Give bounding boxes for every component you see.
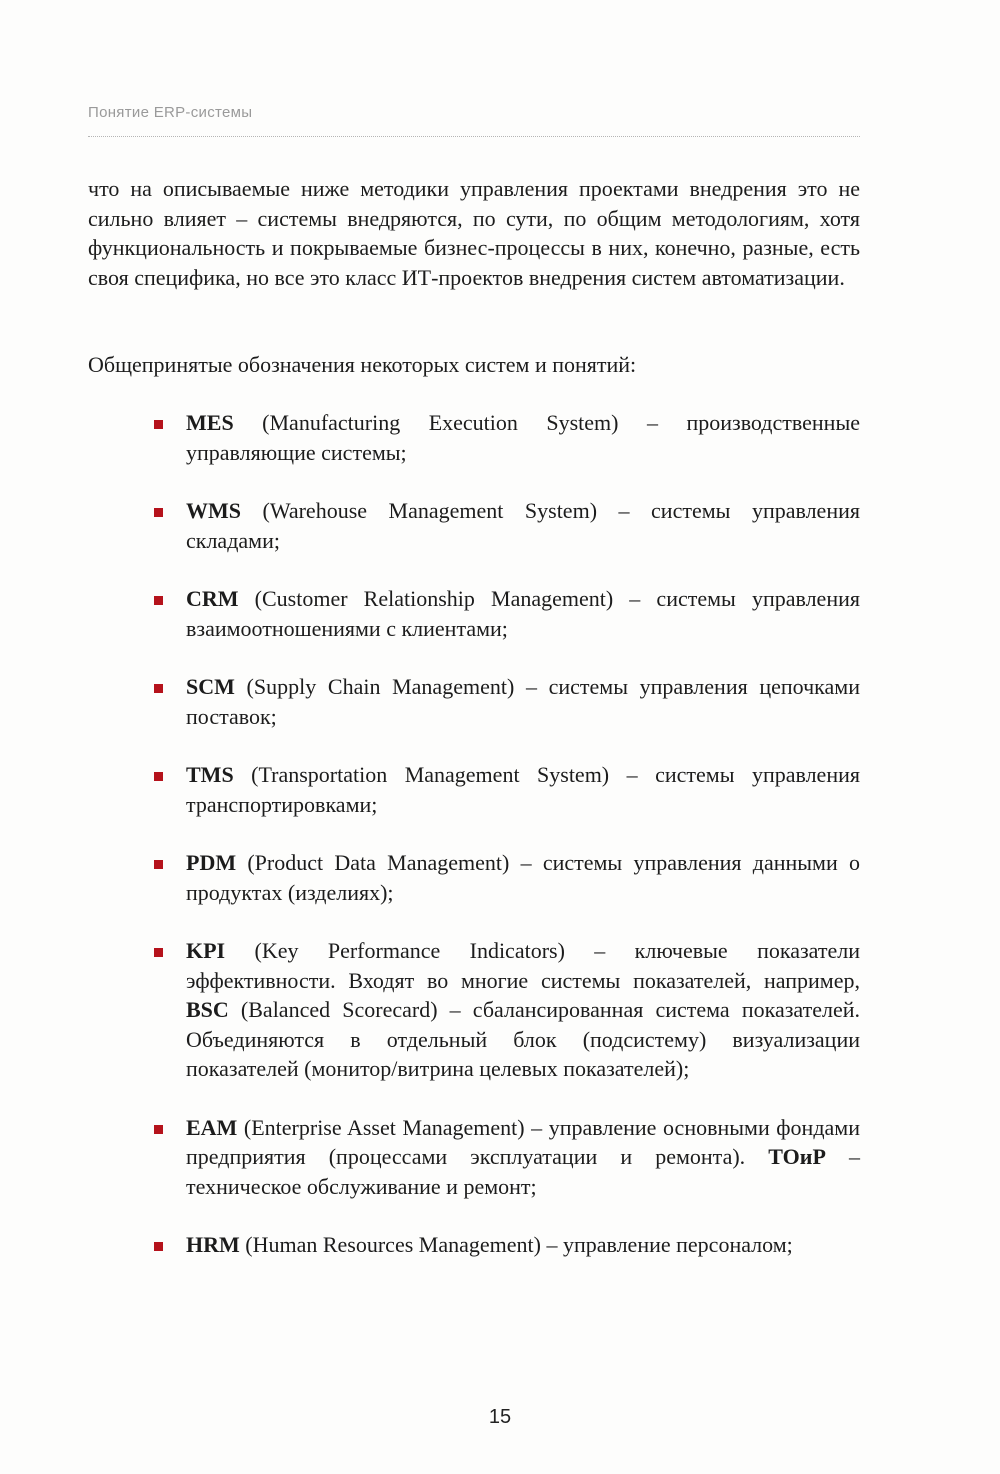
term-definition: (Key Performance Indicators) – ключевые показатели эффективности. Входят во многие системы показателей, например,: [186, 938, 860, 993]
list-item: [152, 1113, 860, 1202]
header-divider: [88, 136, 860, 137]
term-abbreviation: TMS: [186, 762, 234, 787]
square-bullet-icon: [154, 684, 163, 693]
square-bullet-icon: [154, 860, 163, 869]
list-item: [152, 936, 860, 1084]
square-bullet-icon: [154, 1125, 163, 1134]
term-definition: (Enterprise Asset Management) – управление основными фондами предприятия (процессами эксплуатации и ремонта).: [186, 1114, 860, 1169]
term-abbreviation: WMS: [186, 498, 241, 523]
intro-paragraph: что на описываемые ниже методики управления проектами внедрения это не сильно влияет – системы внедряются, по сути, по общим методологиям, хотя функциональность и покрываемые бизнес-процессы в них, конечно, разные, есть своя специфика, но все это класс ИТ-проектов внедрения систем автоматизации.: [88, 176, 860, 290]
list-item: [152, 848, 860, 907]
term-definition: (Warehouse Management System) – системы управления складами;: [186, 498, 860, 553]
term-definition: (Human Resources Management) – управление персоналом;: [239, 1232, 793, 1257]
term-definition-secondary: – техническое обслуживание и ремонт;: [186, 1144, 860, 1199]
square-bullet-icon: [154, 508, 163, 517]
list-item: [152, 584, 860, 643]
square-bullet-icon: [154, 772, 163, 781]
lead-paragraph: Общепринятые обозначения некоторых систем и понятий:: [88, 352, 637, 377]
term-abbreviation: EAM: [186, 1114, 238, 1140]
square-bullet-icon: [154, 420, 163, 429]
running-header: Понятие ERP-системы: [88, 104, 253, 121]
term-abbreviation: MES: [186, 410, 234, 435]
list-item: [152, 672, 860, 731]
square-bullet-icon: [154, 596, 163, 605]
terms-list: [152, 408, 860, 1289]
term-abbreviation: PDM: [186, 850, 237, 875]
term-abbreviation: CRM: [186, 586, 239, 611]
list-item: [152, 1230, 860, 1260]
term-definition: (Manufacturing Execution System) – производственные управляющие системы;: [186, 410, 860, 465]
list-item: [152, 408, 860, 467]
page-number: 15: [488, 1406, 512, 1428]
term-definition: (Product Data Management) – системы управления данными о продуктах (изделиях);: [186, 850, 860, 905]
term-abbreviation: HRM: [186, 1232, 240, 1257]
term-abbreviation: KPI: [186, 938, 226, 963]
list-item: [152, 760, 860, 819]
term-definition: (Customer Relationship Management) – системы управления взаимоотношениями с клиентами;: [186, 586, 860, 641]
list-item: [152, 496, 860, 555]
square-bullet-icon: [154, 1242, 163, 1251]
term-abbreviation-secondary: ТОиР: [768, 1144, 826, 1169]
term-definition-secondary: (Balanced Scorecard) – сбалансированная система показателей. Объединяются в отдельный блок (подсистему) визуализации показателей (монитор/витрина целевых показателей);: [186, 997, 860, 1081]
term-definition: (Supply Chain Management) – системы управления цепочками поставок;: [186, 674, 860, 729]
term-abbreviation-secondary: BSC: [186, 997, 229, 1022]
square-bullet-icon: [154, 948, 163, 957]
term-definition: (Transportation Management System) – системы управления транспортировками;: [186, 762, 860, 817]
term-abbreviation: SCM: [186, 674, 235, 699]
